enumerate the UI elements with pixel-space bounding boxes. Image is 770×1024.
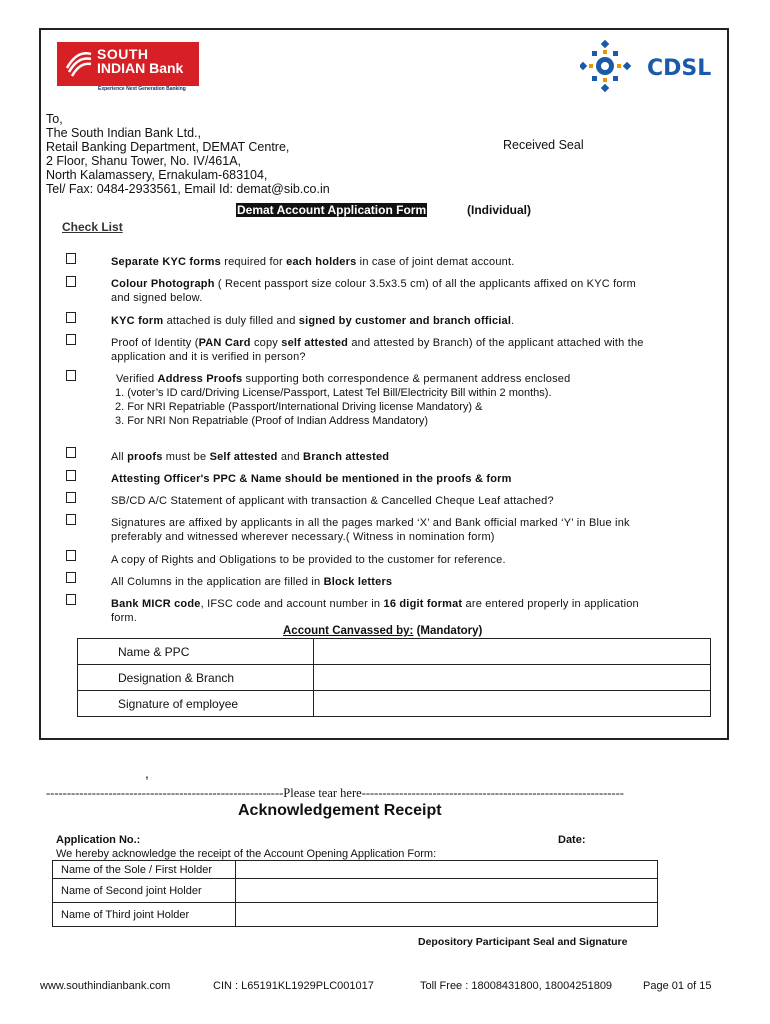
checklist-item <box>111 516 630 544</box>
checklist-text-part: Block letters <box>323 576 393 588</box>
checklist-item-text <box>111 597 639 611</box>
south-indian-bank-logo <box>57 42 199 86</box>
footer-website: www.southindianbank.com <box>40 980 171 992</box>
holders-table <box>52 860 658 927</box>
address-line: 2 Floor, Shanu Tower, No. IV/461A, <box>46 154 242 168</box>
checklist-checkbox[interactable] <box>66 447 76 458</box>
address-line: North Kalamassery, Ernakulam-683104, <box>46 168 268 182</box>
checklist-text-part: All Columns in the application are filled in <box>111 576 324 588</box>
address-proof-item: 2. For NRI Repatriable (Passport/International Driving license Mandatory) & <box>115 401 483 413</box>
checklist-checkbox[interactable] <box>66 276 76 287</box>
checklist-checkbox[interactable] <box>66 594 76 605</box>
checklist-checkbox[interactable] <box>66 334 76 345</box>
holder-label: Name of Third joint Holder <box>53 903 236 927</box>
checklist-text-part: A copy of Rights and Obligations to be provided to the customer for reference. <box>111 554 506 566</box>
footer-tollfree: Toll Free : 18008431800, 18004251809 <box>420 980 613 992</box>
checklist-item-text <box>111 450 389 464</box>
checklist-item-text <box>111 255 514 269</box>
checklist-text-part: supporting both correspondence & permanent address enclosed <box>242 373 571 385</box>
checklist-item <box>111 255 514 269</box>
checklist-text-part: each holders <box>286 256 357 268</box>
checklist-text-part: attached is duly filled and <box>163 315 299 327</box>
checklist-text-part: Signatures are affixed by applicants in all the pages marked ‘X’ and Bank official marked ‘Y’ in Blue ink <box>111 517 630 529</box>
checklist-item-text-cont: and signed below. <box>111 292 203 304</box>
table-row <box>53 903 658 927</box>
checklist-text-part: ( Recent passport size colour 3.5x3.5 cm) of all the applicants affixed on KYC form <box>214 278 636 290</box>
canvassed-label: Account Canvassed by: <box>283 625 414 637</box>
address-proof-item: 1. (voter’s ID card/Driving License/Passport, Latest Tel Bill/Electricity Bill within 2 months). <box>115 387 552 399</box>
checklist-item <box>111 277 636 305</box>
employee-field-value[interactable] <box>314 691 711 717</box>
ack-statement: We hereby acknowledge the receipt of the Account Opening Application Form: <box>56 848 437 860</box>
checklist-text-part: SB/CD A/C Statement of applicant with transaction & Cancelled Cheque Leaf attached? <box>111 495 554 507</box>
checklist-text-part: copy <box>250 337 282 349</box>
account-canvassed-label <box>283 625 482 637</box>
bank-logo-line2: INDIAN Bank <box>97 60 184 76</box>
checklist-item-text <box>111 516 630 530</box>
tear-line: ---------------------------------------------------------Please tear here--------------------------------------------------------------- <box>46 786 624 800</box>
checklist-checkbox[interactable] <box>66 492 76 503</box>
address-line: The South Indian Bank Ltd., <box>46 126 201 140</box>
employee-field-label: Designation & Branch <box>78 665 314 691</box>
checklist-item-text <box>111 575 392 589</box>
bank-logo-line1: SOUTH <box>97 46 149 62</box>
checklist-checkbox[interactable] <box>66 514 76 525</box>
checklist-item-text <box>111 472 512 486</box>
canvassed-note: (Mandatory) <box>413 625 483 637</box>
checklist-checkbox[interactable] <box>66 370 76 381</box>
checklist-item-text-cont: preferably and witnessed wherever necessary.( Witness in nomination form) <box>111 531 495 543</box>
checklist-text-part: Self attested <box>209 451 278 463</box>
holder-label: Name of Second joint Holder <box>53 879 236 903</box>
checklist-item <box>111 450 389 464</box>
holder-value[interactable] <box>236 903 658 927</box>
checklist-text-part: Colour Photograph <box>111 278 215 290</box>
checklist-title: Check List <box>62 220 123 234</box>
holder-label: Name of the Sole / First Holder <box>53 861 236 879</box>
checklist-checkbox[interactable] <box>66 470 76 481</box>
checklist-text-part: and attested by Branch) of the applicant attached with the <box>348 337 644 349</box>
address-proof-list <box>115 386 552 428</box>
checklist-item-text <box>111 336 644 350</box>
checklist-text-part: Branch attested <box>303 451 390 463</box>
table-row <box>53 879 658 903</box>
bank-emblem-icon <box>63 48 93 78</box>
employee-field-value[interactable] <box>314 639 711 665</box>
checklist-text-part: 16 digit format <box>383 598 463 610</box>
checklist-item <box>111 314 514 328</box>
address-line: Tel/ Fax: 0484-2933561, Email Id: demat@sib.co.in <box>46 182 330 196</box>
date-label: Date: <box>558 834 586 846</box>
checklist-checkbox[interactable] <box>66 572 76 583</box>
checklist-item-text <box>111 494 554 508</box>
employee-field-label: Name & PPC <box>78 639 314 665</box>
checklist-item <box>111 336 644 364</box>
table-row <box>53 861 658 879</box>
checklist-text-part: , IFSC code and account number in <box>200 598 384 610</box>
checklist-checkbox[interactable] <box>66 253 76 264</box>
checklist-item-text-cont: form. <box>111 612 138 624</box>
checklist-text-part: KYC form <box>111 315 164 327</box>
employee-table <box>77 638 711 717</box>
checklist-text-part: required for <box>220 256 287 268</box>
dp-seal-label: Depository Participant Seal and Signature <box>418 936 628 948</box>
address-line: To, <box>46 112 63 126</box>
footer-page: Page 01 of 15 <box>643 980 712 992</box>
checklist-item <box>111 553 506 567</box>
holder-value[interactable] <box>236 861 658 879</box>
employee-field-value[interactable] <box>314 665 711 691</box>
checklist-item-text <box>111 553 506 567</box>
checklist-item <box>111 494 554 508</box>
checklist-text-part: must be <box>162 451 210 463</box>
stray-dot: , <box>145 765 149 781</box>
form-subtitle: (Individual) <box>467 203 531 217</box>
checklist-text-part: All <box>111 451 128 463</box>
checklist-item-text <box>111 314 514 328</box>
checklist-text-part: self attested <box>281 337 349 349</box>
checklist-checkbox[interactable] <box>66 550 76 561</box>
checklist-item <box>111 472 512 486</box>
checklist-text-part: Address Proofs <box>157 373 243 385</box>
form-title: Demat Account Application Form <box>237 203 427 217</box>
checklist-text-part: in case of joint demat account. <box>356 256 515 268</box>
checklist-item-text-cont: application and it is verified in person? <box>111 351 306 363</box>
holder-value[interactable] <box>236 879 658 903</box>
checklist-item <box>116 372 570 386</box>
table-row <box>78 665 711 691</box>
received-seal-label: Received Seal <box>503 138 584 152</box>
checklist-text-part: Proof of Identity ( <box>111 337 199 349</box>
checklist-text-part: Verified <box>116 373 158 385</box>
footer-cin: CIN : L65191KL1929PLC001017 <box>213 980 374 992</box>
bank-tagline: Experience Next Generation Banking <box>98 86 186 92</box>
bank-address <box>46 112 330 196</box>
checklist-text-part: Attesting Officer's PPC & Name should be mentioned in the proofs & form <box>111 473 512 485</box>
table-row <box>78 691 711 717</box>
checklist-text-part: signed by customer and branch official <box>298 315 512 327</box>
checklist-text-part: and <box>277 451 304 463</box>
address-proof-item: 3. For NRI Non Repatriable (Proof of Indian Address Mandatory) <box>115 415 429 427</box>
checklist-item <box>111 597 639 625</box>
checklist-text-part: proofs <box>127 451 163 463</box>
checklist-text-part: PAN Card <box>198 337 251 349</box>
application-no-label: Application No.: <box>56 834 141 846</box>
checklist-item <box>111 575 392 589</box>
ack-title: Acknowledgement Receipt <box>238 802 442 819</box>
checklist-item-text <box>111 277 636 291</box>
employee-field-label: Signature of employee <box>78 691 314 717</box>
checklist-checkbox[interactable] <box>66 312 76 323</box>
table-row <box>78 639 711 665</box>
checklist-text-part: Separate KYC forms <box>111 256 221 268</box>
checklist-item-text <box>116 372 570 386</box>
checklist-text-part: . <box>511 315 515 327</box>
checklist-text-part: are entered properly in application <box>462 598 639 610</box>
address-line: Retail Banking Department, DEMAT Centre, <box>46 140 290 154</box>
cdsl-logo-text: CDSL <box>647 56 712 81</box>
checklist-text-part: Bank MICR code <box>111 598 201 610</box>
